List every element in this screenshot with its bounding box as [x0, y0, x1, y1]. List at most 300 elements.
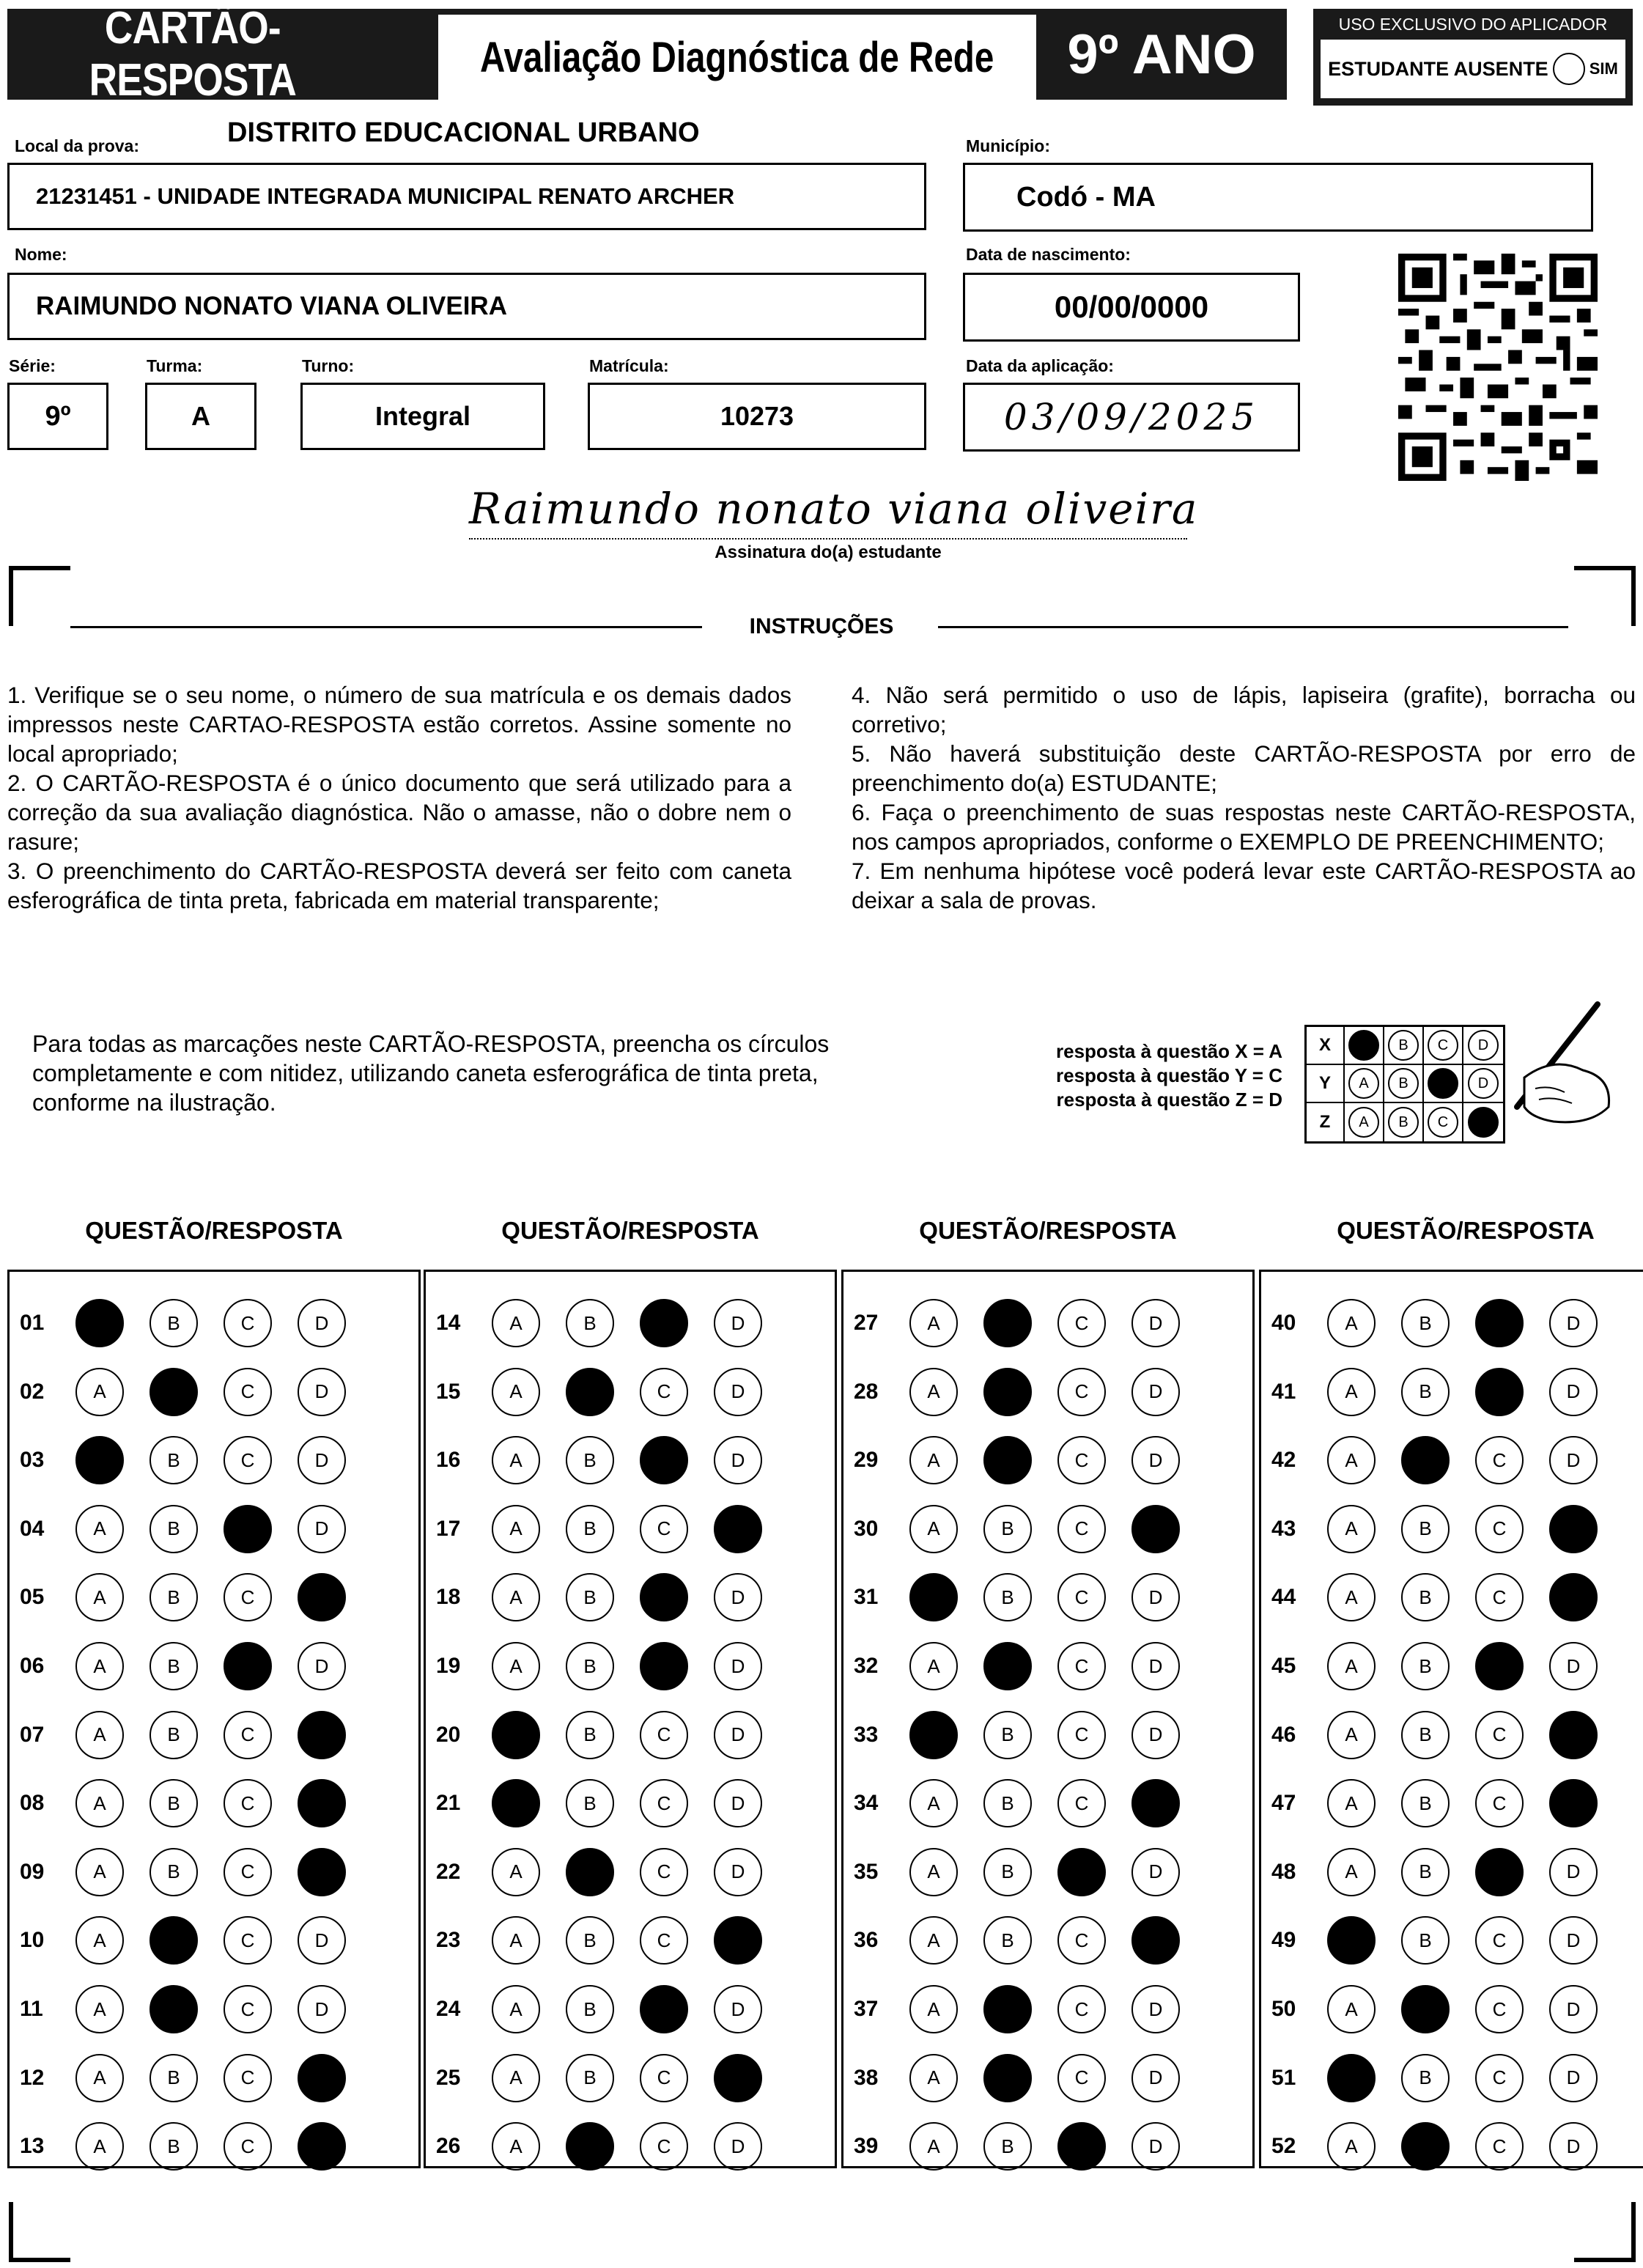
answer-bubble-d[interactable] [1131, 1505, 1180, 1553]
answer-bubble-d[interactable]: D [298, 1916, 346, 1965]
example-cell [1384, 1065, 1424, 1102]
answer-bubble-d[interactable]: D [714, 1985, 762, 2033]
answer-bubble-a[interactable]: A [75, 1642, 124, 1690]
corner-mark [1574, 2258, 1636, 2262]
applicator-title: USO EXCLUSIVO DO APLICADOR [1338, 15, 1608, 34]
question-number: 20 [436, 1722, 461, 1747]
municipio-label: Município: [966, 136, 1050, 155]
answer-bubble-c[interactable] [1475, 1299, 1524, 1347]
answer-bubble-b[interactable]: B [566, 1505, 614, 1553]
answer-bubble-d[interactable] [298, 1711, 346, 1759]
question-number: 36 [854, 1928, 879, 1953]
answer-bubble-d[interactable] [1549, 1711, 1598, 1759]
answer-bubble-c[interactable]: C [1475, 2122, 1524, 2171]
answer-bubble-c[interactable]: C [640, 1368, 688, 1416]
question-number: 34 [854, 1791, 879, 1816]
answer-bubble-a[interactable]: A [1327, 1642, 1376, 1690]
question-number: 44 [1271, 1585, 1296, 1610]
answer-bubble-c[interactable]: C [640, 2122, 688, 2171]
question-number: 27 [854, 1311, 879, 1335]
question-number: 21 [436, 1791, 461, 1816]
question-row [843, 1426, 1252, 1494]
answer-bubble-a[interactable]: A [1327, 1779, 1376, 1827]
question-number: 35 [854, 1859, 879, 1884]
answer-bubble-d[interactable] [1131, 1779, 1180, 1827]
answer-bubble-c[interactable] [224, 1505, 272, 1553]
answer-bubble-d[interactable]: D [298, 1985, 346, 2033]
question-number: 23 [436, 1928, 461, 1953]
answer-bubble-a[interactable]: A [492, 1368, 540, 1416]
answer-bubble-c[interactable]: C [1475, 1505, 1524, 1553]
exam-title: Avaliação Diagnóstica de Rede [438, 15, 1036, 100]
answer-bubble-b[interactable]: B [1401, 1368, 1450, 1416]
answer-column [1259, 1270, 1643, 2168]
answer-bubble-c[interactable]: C [640, 1779, 688, 1827]
answer-bubble-a[interactable]: A [492, 1436, 540, 1484]
question-row [10, 1907, 418, 1974]
answer-bubble-b[interactable]: B [566, 1985, 614, 2033]
answer-bubble-a[interactable]: A [492, 1299, 540, 1347]
question-row [843, 2113, 1252, 2180]
question-number: 33 [854, 1722, 879, 1747]
answer-bubble-c[interactable] [224, 1642, 272, 1690]
answer-bubble-a[interactable]: A [75, 1573, 124, 1621]
answer-bubble-d[interactable]: D [714, 1711, 762, 1759]
question-row [10, 1289, 418, 1357]
question-row [10, 1976, 418, 2043]
answer-bubble-c[interactable] [1475, 1642, 1524, 1690]
answer-bubble-d[interactable]: D [714, 2122, 762, 2171]
answer-bubble-b[interactable]: B [983, 1711, 1032, 1759]
answer-bubble-b[interactable]: B [566, 2054, 614, 2102]
answer-bubble-c[interactable]: C [640, 1848, 688, 1896]
answer-bubble-d[interactable] [714, 2054, 762, 2102]
answer-bubble-c[interactable]: C [224, 1299, 272, 1347]
answer-bubble-d[interactable]: D [298, 1436, 346, 1484]
answer-bubble-b[interactable]: B [149, 1779, 198, 1827]
answer-bubble-c[interactable]: C [224, 1916, 272, 1965]
answer-bubble-b[interactable] [1401, 1436, 1450, 1484]
answer-bubble-b[interactable]: B [149, 1642, 198, 1690]
answer-bubble-a[interactable]: A [909, 1779, 958, 1827]
answer-bubble-d[interactable]: D [714, 1848, 762, 1896]
answer-bubble-c[interactable]: C [1057, 1573, 1106, 1621]
answer-bubble-d[interactable]: D [298, 1642, 346, 1690]
answer-bubble-a[interactable]: A [75, 2122, 124, 2171]
answer-bubble-d[interactable] [1549, 1779, 1598, 1827]
question-row [10, 1838, 418, 1906]
answer-bubble-d[interactable]: D [1549, 1916, 1598, 1965]
answer-bubble-d[interactable]: D [714, 1642, 762, 1690]
answer-bubble-d[interactable]: D [1131, 1642, 1180, 1690]
example-cell [1345, 1065, 1384, 1102]
answer-bubble-b[interactable]: B [1401, 1642, 1450, 1690]
answer-bubble-a[interactable]: A [1327, 1368, 1376, 1416]
question-row [843, 1358, 1252, 1426]
example-row-label: Z [1307, 1103, 1345, 1141]
question-number: 42 [1271, 1448, 1296, 1473]
answer-bubble-b[interactable] [983, 1299, 1032, 1347]
answer-bubble-a[interactable]: A [492, 2054, 540, 2102]
question-number: 52 [1271, 2134, 1296, 2159]
answer-bubble-c[interactable]: C [1057, 1505, 1106, 1553]
answer-bubble-c[interactable] [1475, 1848, 1524, 1896]
answer-bubble-a[interactable] [75, 1299, 124, 1347]
answer-bubble-d[interactable]: D [1131, 1436, 1180, 1484]
answer-bubble-d[interactable]: D [714, 1573, 762, 1621]
answer-bubble-c[interactable]: C [1057, 1642, 1106, 1690]
answer-bubble-c[interactable]: C [1475, 2054, 1524, 2102]
answer-bubble-b[interactable] [149, 1916, 198, 1965]
question-row [843, 1564, 1252, 1631]
answer-bubble-d[interactable]: D [1131, 1711, 1180, 1759]
answer-bubble-b[interactable]: B [1401, 1779, 1450, 1827]
answer-bubble-b[interactable]: B [566, 1916, 614, 1965]
answer-bubble-d[interactable]: D [1131, 2122, 1180, 2171]
answer-bubble-c[interactable]: C [1057, 1916, 1106, 1965]
answer-bubble-a[interactable]: A [492, 1848, 540, 1896]
question-row [843, 1495, 1252, 1563]
answer-bubble-a[interactable]: A [909, 1985, 958, 2033]
answer-bubble-b[interactable]: B [1401, 1916, 1450, 1965]
pen-hand-icon [1473, 997, 1620, 1144]
matricula-label: Matrícula: [589, 356, 669, 375]
answer-bubble-d[interactable] [298, 2054, 346, 2102]
answer-column [841, 1270, 1255, 2168]
answer-bubble-d[interactable]: D [1549, 1642, 1598, 1690]
answer-bubble-c[interactable] [640, 1642, 688, 1690]
answer-bubble-c[interactable]: C [640, 1916, 688, 1965]
answer-bubble-c[interactable] [1057, 2122, 1106, 2171]
question-row [10, 1358, 418, 1426]
answer-bubble-a[interactable]: A [75, 1711, 124, 1759]
answer-bubble-a[interactable]: A [75, 2054, 124, 2102]
answer-bubble-d[interactable]: D [298, 1299, 346, 1347]
answer-bubble-c[interactable]: C [1057, 1985, 1106, 2033]
question-number: 19 [436, 1654, 461, 1678]
question-row [1261, 1289, 1643, 1357]
answer-bubble-a[interactable]: A [909, 2054, 958, 2102]
answer-bubble-b[interactable]: B [566, 1779, 614, 1827]
answer-bubble-a[interactable]: A [909, 1299, 958, 1347]
serie-label: Série: [9, 356, 56, 375]
answer-bubble-c[interactable]: C [1057, 2054, 1106, 2102]
answer-bubble-a[interactable]: A [909, 1848, 958, 1896]
answer-bubble-b[interactable] [566, 1848, 614, 1896]
question-number: 01 [20, 1311, 45, 1335]
answer-bubble-b[interactable]: B [1401, 1505, 1450, 1553]
answer-bubble-a[interactable] [492, 1711, 540, 1759]
answer-bubble-c[interactable]: C [640, 1505, 688, 1553]
answer-bubble-c[interactable]: C [1475, 1779, 1524, 1827]
answer-bubble-a[interactable]: A [75, 1985, 124, 2033]
answer-bubble-b[interactable]: B [149, 1505, 198, 1553]
answer-bubble-a[interactable] [492, 1779, 540, 1827]
distrito: DISTRITO EDUCACIONAL URBANO [227, 117, 700, 148]
answer-bubble-a[interactable]: A [909, 1436, 958, 1484]
answer-bubble-b[interactable]: B [1401, 1848, 1450, 1896]
question-row [426, 1564, 835, 1631]
fill-instructions: Para todas as marcações neste CARTÃO-RESPOSTA, preencha os círculos completamente e com nitidez, utilizando caneta esferográfica de tinta preta, conforme na ilustração. [32, 1031, 830, 1116]
answer-bubble-c[interactable]: C [1057, 1436, 1106, 1484]
answer-bubble-a[interactable]: A [1327, 1505, 1376, 1553]
answer-bubble-a[interactable]: A [909, 1368, 958, 1416]
answer-bubble-c[interactable]: C [224, 1848, 272, 1896]
answer-bubble-b[interactable]: B [566, 1642, 614, 1690]
answer-bubble-b[interactable]: B [566, 1299, 614, 1347]
answer-bubble-d[interactable] [714, 1916, 762, 1965]
answer-bubble-b[interactable]: B [149, 1848, 198, 1896]
answer-bubble-d[interactable]: D [1131, 1985, 1180, 2033]
question-number: 41 [1271, 1379, 1296, 1404]
question-row [10, 1564, 418, 1631]
answer-bubble-a[interactable]: A [75, 1505, 124, 1553]
instruction-item: 2. O CARTÃO-RESPOSTA é o único documento que será utilizado para a correção da sua avaliação diagnóstica. Não o amasse, não o dobre nem o rasure; [7, 770, 791, 855]
answer-bubble-c[interactable]: C [224, 2054, 272, 2102]
question-row [426, 1701, 835, 1769]
answer-bubble-a[interactable]: A [492, 1916, 540, 1965]
answer-bubble-c[interactable]: C [1475, 1436, 1524, 1484]
answer-bubble-b[interactable]: B [983, 1848, 1032, 1896]
answer-bubble-c[interactable]: C [224, 1711, 272, 1759]
answer-bubble-b[interactable] [983, 1436, 1032, 1484]
answer-bubble-b[interactable] [566, 2122, 614, 2171]
answer-bubble-d[interactable]: D [1131, 1299, 1180, 1347]
answer-bubble-d[interactable]: D [1549, 1368, 1598, 1416]
answer-bubble-d[interactable]: D [714, 1299, 762, 1347]
answer-bubble-c[interactable]: C [224, 1985, 272, 2033]
answer-bubble-a[interactable] [909, 1573, 958, 1621]
answer-bubble-d[interactable] [298, 1848, 346, 1896]
answer-bubble-d[interactable]: D [1549, 1299, 1598, 1347]
answer-bubble-b[interactable] [149, 1368, 198, 1416]
question-number: 16 [436, 1448, 461, 1473]
answer-bubble-c[interactable]: C [224, 2122, 272, 2171]
answer-bubble-d[interactable]: D [1131, 1368, 1180, 1416]
absent-bubble[interactable] [1553, 53, 1585, 85]
question-row [843, 2044, 1252, 2112]
question-number: 15 [436, 1379, 461, 1404]
answer-bubble-b[interactable] [1401, 2122, 1450, 2171]
example-bubble: D [1468, 1068, 1499, 1099]
answer-bubble-b[interactable] [149, 1985, 198, 2033]
example-bubble: B [1388, 1068, 1419, 1099]
answer-bubble-d[interactable]: D [714, 1779, 762, 1827]
instruction-item: 5. Não haverá substituição deste CARTÃO-RESPOSTA por erro de preenchimento do(a) ESTUDANTE; [852, 740, 1636, 796]
question-row [426, 1907, 835, 1974]
example-bubble: B [1388, 1030, 1419, 1061]
answer-bubble-d[interactable]: D [1131, 2054, 1180, 2102]
answer-bubble-d[interactable]: D [714, 1368, 762, 1416]
answer-bubble-a[interactable] [75, 1436, 124, 1484]
example-bubble: B [1388, 1107, 1419, 1138]
answer-bubble-b[interactable]: B [983, 1779, 1032, 1827]
answer-bubble-c[interactable]: C [640, 2054, 688, 2102]
answer-bubble-d[interactable] [1549, 1573, 1598, 1621]
answer-bubble-b[interactable] [983, 2054, 1032, 2102]
answer-bubble-c[interactable]: C [1475, 1711, 1524, 1759]
question-number: 26 [436, 2134, 461, 2159]
question-number: 03 [20, 1448, 45, 1473]
question-row [1261, 1564, 1643, 1631]
answer-bubble-d[interactable] [298, 1779, 346, 1827]
answer-bubble-a[interactable]: A [1327, 1436, 1376, 1484]
answer-bubble-c[interactable] [640, 1299, 688, 1347]
answer-bubble-a[interactable]: A [1327, 1848, 1376, 1896]
absent-label: ESTUDANTE AUSENTE [1328, 57, 1548, 80]
answer-bubble-d[interactable] [1549, 1505, 1598, 1553]
question-number: 29 [854, 1448, 879, 1473]
answer-bubble-a[interactable]: A [1327, 1711, 1376, 1759]
answer-column [7, 1270, 421, 2168]
answer-column [424, 1270, 837, 2168]
answer-bubble-a[interactable]: A [75, 1368, 124, 1416]
answer-bubble-c[interactable]: C [224, 1436, 272, 1484]
turma-field: A [145, 383, 256, 450]
answer-bubble-a[interactable] [909, 1711, 958, 1759]
example-bubble [1348, 1030, 1379, 1061]
answer-bubble-a[interactable]: A [492, 1985, 540, 2033]
answer-bubble-c[interactable] [640, 1985, 688, 2033]
answer-bubble-b[interactable]: B [149, 1436, 198, 1484]
answer-bubble-b[interactable]: B [149, 1573, 198, 1621]
answer-bubble-d[interactable]: D [714, 1436, 762, 1484]
answer-bubble-d[interactable]: D [1549, 2122, 1598, 2171]
answer-bubble-b[interactable]: B [566, 1573, 614, 1621]
answer-bubble-c[interactable]: C [1057, 1299, 1106, 1347]
answer-bubble-b[interactable]: B [1401, 1299, 1450, 1347]
answer-bubble-b[interactable]: B [149, 1711, 198, 1759]
qr-code [1398, 254, 1598, 481]
question-number: 39 [854, 2134, 879, 2159]
answer-bubble-b[interactable]: B [149, 1299, 198, 1347]
answer-bubble-b[interactable]: B [149, 2054, 198, 2102]
answer-bubble-d[interactable] [1131, 1916, 1180, 1965]
answer-bubble-c[interactable]: C [224, 1779, 272, 1827]
answer-bubble-a[interactable]: A [75, 1848, 124, 1896]
turno-label: Turno: [302, 356, 355, 375]
answer-bubble-b[interactable]: B [566, 1436, 614, 1484]
local-label: Local da prova: [15, 136, 139, 155]
answer-bubble-b[interactable] [566, 1368, 614, 1416]
answer-bubble-b[interactable]: B [983, 1916, 1032, 1965]
answer-bubble-c[interactable] [640, 1436, 688, 1484]
answer-bubble-a[interactable]: A [1327, 2122, 1376, 2171]
answer-bubble-c[interactable]: C [1057, 1711, 1106, 1759]
question-row [10, 1426, 418, 1494]
answer-bubble-c[interactable]: C [1475, 1916, 1524, 1965]
answer-bubble-d[interactable]: D [298, 1505, 346, 1553]
answer-bubble-a[interactable]: A [909, 2122, 958, 2171]
question-number: 30 [854, 1516, 879, 1541]
answer-bubble-c[interactable]: C [640, 1711, 688, 1759]
answer-bubble-d[interactable]: D [1549, 1848, 1598, 1896]
example-cell [1345, 1103, 1384, 1141]
question-number: 17 [436, 1516, 461, 1541]
answer-bubble-a[interactable]: A [1327, 1985, 1376, 2033]
question-header: QUESTÃO/RESPOSTA [919, 1217, 1177, 1244]
answer-bubble-c[interactable] [640, 1573, 688, 1621]
answer-bubble-a[interactable] [1327, 2054, 1376, 2102]
answer-bubble-a[interactable]: A [909, 1505, 958, 1553]
answer-bubble-c[interactable] [1475, 1368, 1524, 1416]
answer-bubble-d[interactable]: D [1549, 1985, 1598, 2033]
answer-bubble-a[interactable]: A [75, 1779, 124, 1827]
question-number: 49 [1271, 1928, 1296, 1953]
answer-bubble-c[interactable]: C [1057, 1779, 1106, 1827]
question-number: 25 [436, 2065, 461, 2090]
question-number: 32 [854, 1654, 879, 1678]
question-header: QUESTÃO/RESPOSTA [1337, 1217, 1595, 1244]
question-row [1261, 1838, 1643, 1906]
answer-bubble-d[interactable]: D [1131, 1573, 1180, 1621]
question-number: 46 [1271, 1722, 1296, 1747]
grade-title: 9º ANO [1036, 9, 1287, 100]
answer-bubble-d[interactable]: D [1549, 1436, 1598, 1484]
question-number: 51 [1271, 2065, 1296, 2090]
question-row [1261, 1426, 1643, 1494]
answer-bubble-d[interactable]: D [298, 1368, 346, 1416]
answer-bubble-b[interactable]: B [149, 2122, 198, 2171]
answer-bubble-b[interactable] [1401, 1985, 1450, 2033]
answer-bubble-b[interactable] [983, 1985, 1032, 2033]
question-number: 06 [20, 1654, 45, 1678]
answer-bubble-a[interactable]: A [909, 1642, 958, 1690]
answer-bubble-c[interactable]: C [224, 1573, 272, 1621]
answer-bubble-d[interactable]: D [1131, 1848, 1180, 1896]
answer-bubble-b[interactable]: B [1401, 1711, 1450, 1759]
question-row [1261, 2113, 1643, 2180]
answer-bubble-d[interactable]: D [1549, 2054, 1598, 2102]
answer-bubble-a[interactable]: A [492, 1642, 540, 1690]
nome-field: RAIMUNDO NONATO VIANA OLIVEIRA [7, 273, 926, 340]
answer-bubble-b[interactable]: B [1401, 1573, 1450, 1621]
question-row [426, 1289, 835, 1357]
local-field: 21231451 - UNIDADE INTEGRADA MUNICIPAL RENATO ARCHER [7, 163, 926, 230]
answer-bubble-b[interactable]: B [566, 1711, 614, 1759]
answer-bubble-d[interactable] [714, 1505, 762, 1553]
answer-bubble-d[interactable] [298, 2122, 346, 2171]
answer-bubble-c[interactable] [1057, 1848, 1106, 1896]
question-row [10, 1495, 418, 1563]
answer-bubble-a[interactable]: A [492, 1573, 540, 1621]
answer-bubble-b[interactable] [983, 1642, 1032, 1690]
answer-bubble-c[interactable]: C [224, 1368, 272, 1416]
answer-bubble-c[interactable]: C [1475, 1573, 1524, 1621]
answer-bubble-c[interactable]: C [1057, 1368, 1106, 1416]
answer-bubble-d[interactable] [298, 1573, 346, 1621]
example-bubble [1428, 1068, 1458, 1099]
example-cell [1424, 1027, 1463, 1064]
answer-bubble-b[interactable]: B [1401, 2054, 1450, 2102]
example-cell [1345, 1027, 1384, 1064]
answer-bubble-b[interactable]: B [983, 1505, 1032, 1553]
question-number: 07 [20, 1722, 45, 1747]
answer-bubble-c[interactable]: C [1475, 1985, 1524, 2033]
answer-bubble-a[interactable]: A [909, 1916, 958, 1965]
question-row [426, 1770, 835, 1837]
answer-bubble-a[interactable]: A [492, 2122, 540, 2171]
answer-bubble-b[interactable]: B [983, 1573, 1032, 1621]
answer-bubble-b[interactable]: B [983, 2122, 1032, 2171]
answer-bubble-a[interactable]: A [1327, 1299, 1376, 1347]
answer-bubble-b[interactable] [983, 1368, 1032, 1416]
answer-bubble-a[interactable]: A [1327, 1573, 1376, 1621]
answer-bubble-a[interactable] [1327, 1916, 1376, 1965]
answer-bubble-a[interactable]: A [75, 1916, 124, 1965]
aplicacao-label: Data da aplicação: [966, 356, 1114, 375]
answer-bubble-a[interactable]: A [492, 1505, 540, 1553]
